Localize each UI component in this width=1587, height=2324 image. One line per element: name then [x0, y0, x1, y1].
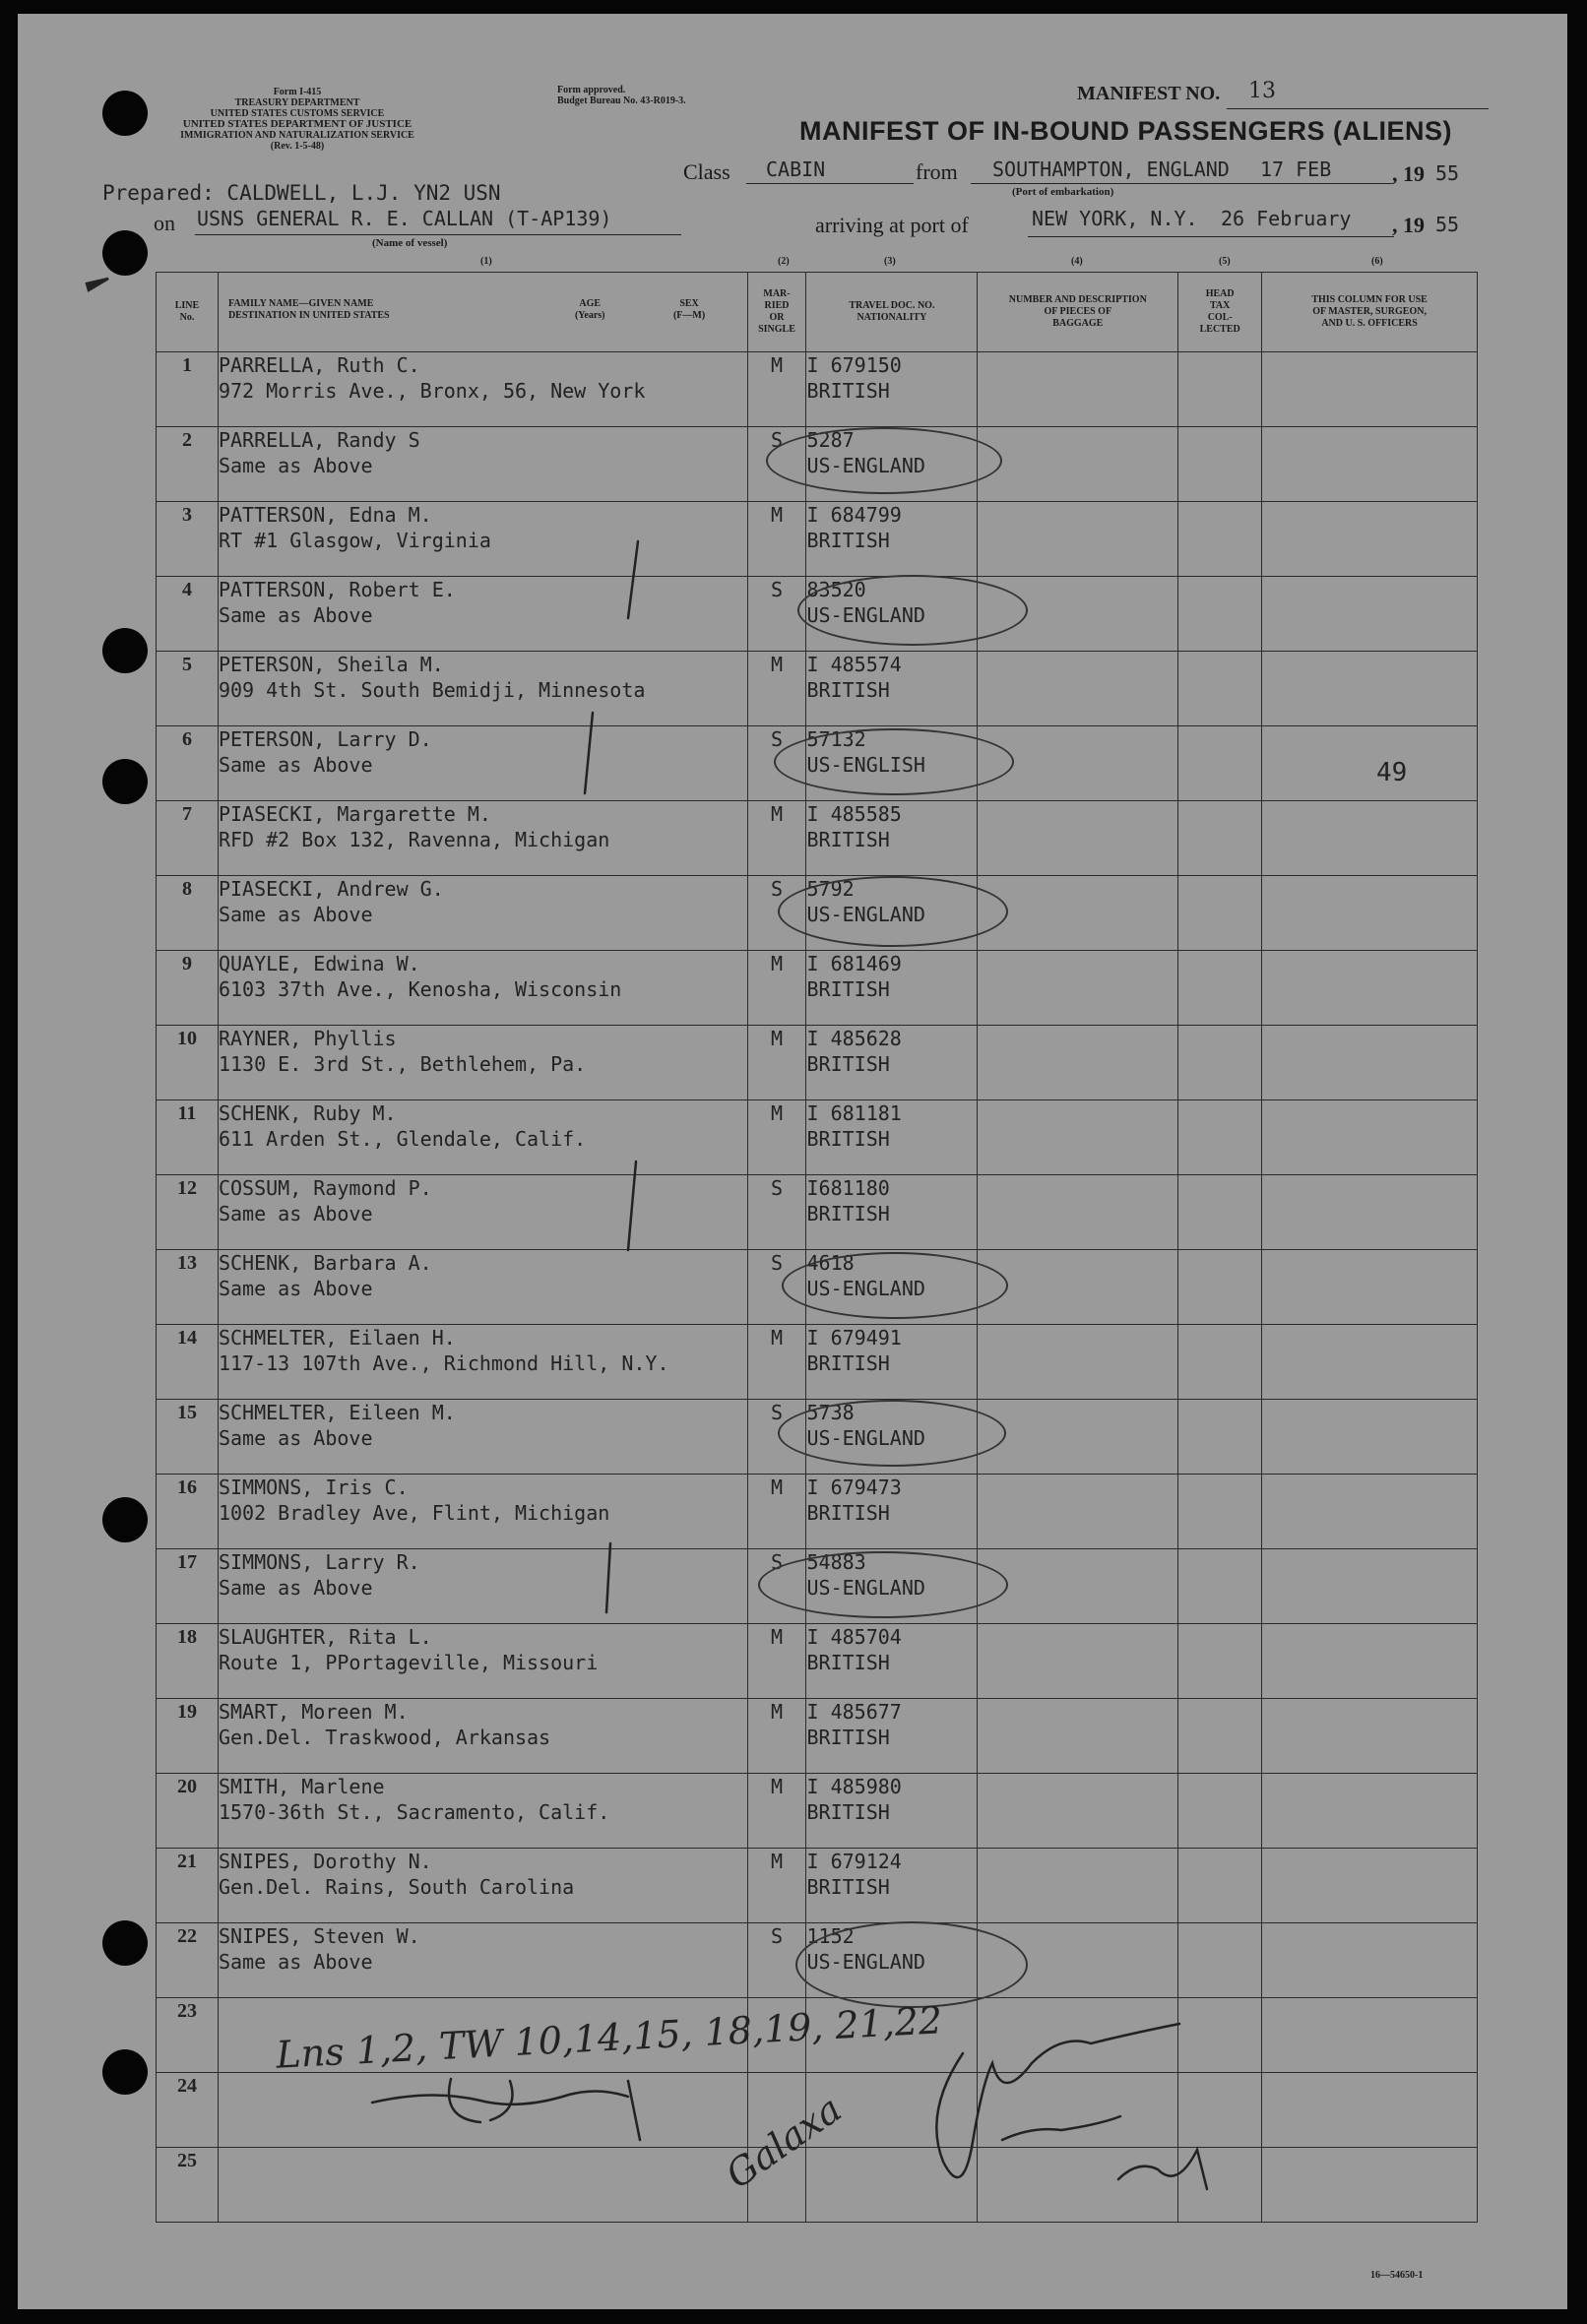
travel-doc-number: 83520 [806, 578, 866, 601]
line-number: 2 [181, 429, 192, 451]
travel-doc-number: 4618 [806, 1251, 855, 1275]
travel-doc-number: I 679473 [806, 1476, 902, 1499]
year-prefix-1: , 19 [1392, 161, 1425, 186]
passenger-destination: 611 Arden St., Glendale, Calif. [218, 1127, 587, 1151]
passenger-destination: RT #1 Glasgow, Virginia [218, 529, 491, 552]
marital-status: M [770, 1027, 784, 1050]
marital-status: S [770, 1924, 784, 1948]
travel-doc-number: I 485980 [806, 1775, 902, 1798]
passenger-destination: Gen.Del. Rains, South Carolina [218, 1875, 575, 1899]
marital-status: S [770, 877, 784, 901]
line-number: 16 [176, 1476, 197, 1498]
marital-status: S [770, 1550, 784, 1574]
col-num-3: (3) [884, 256, 896, 267]
col-name-label: FAMILY NAME—GIVEN NAME DESTINATION IN UNITED STATES [227, 298, 390, 321]
nationality: BRITISH [806, 1726, 890, 1749]
marital-status: M [770, 653, 784, 676]
line-number: 11 [177, 1102, 197, 1124]
nationality: US-ENGLAND [806, 903, 925, 926]
signature-2 [936, 2024, 1207, 2189]
passenger-name: PIASECKI, Margarette M. [218, 802, 491, 826]
marital-status: M [770, 952, 784, 975]
col-head-tax: HEAD TAX COL- LECTED [1178, 273, 1262, 352]
passenger-name: PETERSON, Larry D. [218, 727, 432, 751]
passenger-destination: Gen.Del. Traskwood, Arkansas [218, 1726, 551, 1749]
passenger-destination: Same as Above [218, 753, 373, 777]
passenger-destination: Same as Above [218, 1426, 373, 1450]
passenger-name: SLAUGHTER, Rita L. [218, 1625, 432, 1649]
col-num-1: (1) [480, 256, 492, 267]
passenger-name: PATTERSON, Robert E. [218, 578, 456, 601]
nationality: US-ENGLAND [806, 1277, 925, 1300]
prepared-by: Prepared: CALDWELL, L.J. YN2 USN [102, 181, 501, 205]
passenger-name: PARRELLA, Randy S [218, 428, 420, 452]
travel-doc-number: 5738 [806, 1401, 855, 1424]
class-value: CABIN [766, 157, 826, 181]
footer-code: 16—54650-1 [1370, 2270, 1424, 2281]
line-number: 12 [176, 1177, 197, 1199]
line-number: 3 [181, 504, 192, 526]
line-number: 19 [176, 1701, 197, 1723]
arriving-label: arriving at port of [815, 213, 969, 237]
travel-doc-number: 5792 [806, 877, 855, 901]
marital-status: S [770, 1251, 784, 1275]
passenger-name: SIMMONS, Larry R. [218, 1550, 420, 1574]
year-prefix-2: , 19 [1392, 213, 1425, 237]
travel-doc-number: I 485677 [806, 1700, 902, 1724]
line-number: 25 [176, 2150, 197, 2171]
line-number: 5 [181, 654, 192, 675]
travel-doc-number: I 681469 [806, 952, 902, 975]
marital-status: S [770, 1401, 784, 1424]
budget-bureau: Budget Bureau No. 43-R019-3. [557, 95, 686, 106]
nationality: BRITISH [806, 1052, 890, 1076]
ins-service: IMMIGRATION AND NATURALIZATION SERVICE [180, 130, 414, 141]
line-number: 24 [176, 2075, 197, 2097]
line-number: 7 [181, 803, 192, 825]
passenger-name: PARRELLA, Ruth C. [218, 353, 420, 377]
class-label: Class [683, 159, 730, 184]
nationality: US-ENGLAND [806, 1950, 925, 1974]
nationality: US-ENGLAND [806, 454, 925, 477]
passenger-destination: 117-13 107th Ave., Richmond Hill, N.Y. [218, 1351, 669, 1375]
arrival-date: 26 February [1221, 207, 1352, 230]
marital-status: S [770, 727, 784, 751]
line-number: 22 [176, 1925, 197, 1947]
nationality: BRITISH [806, 1800, 890, 1824]
passenger-destination: 6103 37th Ave., Kenosha, Wisconsin [218, 977, 622, 1001]
line-number: 6 [181, 728, 192, 750]
col-sex-label: SEX (F—M) [672, 298, 706, 321]
nationality: BRITISH [806, 1202, 890, 1225]
passenger-destination: Same as Above [218, 1950, 373, 1974]
line-number: 13 [176, 1252, 197, 1274]
passenger-name: SIMMONS, Iris C. [218, 1476, 409, 1499]
form-revision: (Rev. 1-5-48) [270, 141, 325, 152]
col-travel-doc: TRAVEL DOC. NO. NATIONALITY [806, 273, 978, 352]
embarkation-note: (Port of embarkation) [1012, 186, 1114, 198]
embarkation-date: 17 FEB [1260, 157, 1332, 181]
marital-status: M [770, 1625, 784, 1649]
nationality: BRITISH [806, 1501, 890, 1525]
marital-status: M [770, 1775, 784, 1798]
passenger-destination: Same as Above [218, 903, 373, 926]
page-title: MANIFEST OF IN-BOUND PASSENGERS (ALIENS) [799, 116, 1453, 146]
passenger-name: SNIPES, Dorothy N. [218, 1850, 432, 1873]
col-num-5: (5) [1219, 256, 1231, 267]
manifest-sheet [18, 14, 1567, 2309]
nationality: US-ENGLAND [806, 603, 925, 627]
travel-doc-number: I 684799 [806, 503, 902, 527]
passenger-name: SMART, Moreen M. [218, 1700, 409, 1724]
passenger-name: SCHMELTER, Eileen M. [218, 1401, 456, 1424]
nationality: BRITISH [806, 977, 890, 1001]
customs-service: UNITED STATES CUSTOMS SERVICE [210, 108, 385, 119]
passenger-name: RAYNER, Phyllis [218, 1027, 397, 1050]
nationality: BRITISH [806, 828, 890, 851]
travel-doc-number: I 679124 [806, 1850, 902, 1873]
vessel-note: (Name of vessel) [372, 237, 448, 249]
col-num-6: (6) [1371, 256, 1383, 267]
passenger-destination: 1570-36th St., Sacramento, Calif. [218, 1800, 610, 1824]
line-number: 21 [176, 1851, 197, 1872]
travel-doc-number: I 679150 [806, 353, 902, 377]
form-approved: Form approved. [557, 85, 626, 95]
ink-marks [18, 14, 1567, 2309]
passenger-destination: 972 Morris Ave., Bronx, 56, New York [218, 379, 646, 403]
passenger-destination: RFD #2 Box 132, Ravenna, Michigan [218, 828, 610, 851]
line-number: 1 [181, 354, 192, 376]
treasury-dept: TREASURY DEPARTMENT [234, 97, 360, 108]
handwritten-line-list: Lns 1,2, TW 10,14,15, 18,19, 21,22 [275, 1998, 944, 2077]
passenger-destination: Same as Above [218, 603, 373, 627]
col-officers: THIS COLUMN FOR USE OF MASTER, SURGEON, AND U. S. OFFICERS [1262, 273, 1478, 352]
col-married: MAR- RIED OR SINGLE [747, 273, 806, 352]
marital-status: M [770, 802, 784, 826]
marital-status: M [770, 1101, 784, 1125]
nationality: BRITISH [806, 1351, 890, 1375]
passenger-name: PIASECKI, Andrew G. [218, 877, 444, 901]
travel-doc-number: I 485585 [806, 802, 902, 826]
travel-doc-number: 5287 [806, 428, 855, 452]
passenger-destination: Same as Above [218, 1277, 373, 1300]
nationality: BRITISH [806, 379, 890, 403]
passenger-destination: Same as Above [218, 1202, 373, 1225]
passenger-destination: Same as Above [218, 1576, 373, 1600]
signature-1 [372, 2079, 640, 2140]
line-number: 20 [176, 1776, 197, 1797]
nationality: BRITISH [806, 1127, 890, 1151]
passenger-destination: 1002 Bradley Ave, Flint, Michigan [218, 1501, 610, 1525]
line-number: 4 [181, 579, 192, 600]
nationality: BRITISH [806, 1875, 890, 1899]
nationality: US-ENGLISH [806, 753, 925, 777]
year-2: 55 [1435, 213, 1460, 236]
line-number: 17 [176, 1551, 197, 1573]
travel-doc-number: I 681181 [806, 1101, 902, 1125]
travel-doc-number: I 679491 [806, 1326, 902, 1350]
passenger-name: SMITH, Marlene [218, 1775, 385, 1798]
marital-status: M [770, 1476, 784, 1499]
travel-doc-number: 54883 [806, 1550, 866, 1574]
marital-status: S [770, 578, 784, 601]
travel-doc-number: I 485574 [806, 653, 902, 676]
nationality: BRITISH [806, 678, 890, 702]
col-num-4: (4) [1071, 256, 1083, 267]
arrival-port: NEW YORK, N.Y. [1032, 207, 1198, 230]
nationality: US-ENGLAND [806, 1576, 925, 1600]
manifest-number: 13 [1248, 79, 1276, 103]
travel-doc-number: I 485628 [806, 1027, 902, 1050]
passenger-name: SCHMELTER, Eilaen H. [218, 1326, 456, 1350]
justice-dept: UNITED STATES DEPARTMENT OF JUSTICE [182, 118, 413, 130]
col-baggage: NUMBER AND DESCRIPTION OF PIECES OF BAGGAGE [978, 273, 1178, 352]
marital-status: M [770, 1700, 784, 1724]
col-age-label: AGE (Years) [574, 298, 605, 321]
from-label: from [916, 159, 958, 184]
passenger-name: SCHENK, Barbara A. [218, 1251, 432, 1275]
travel-doc-number: I 485704 [806, 1625, 902, 1649]
passenger-name: PETERSON, Sheila M. [218, 653, 444, 676]
line-number: 14 [176, 1327, 197, 1349]
marital-status: M [770, 503, 784, 527]
passenger-name: SNIPES, Steven W. [218, 1924, 420, 1948]
marital-status: M [770, 353, 784, 377]
travel-doc-number: I681180 [806, 1176, 890, 1200]
passenger-name: QUAYLE, Edwina W. [218, 952, 420, 975]
vessel-name: USNS GENERAL R. E. CALLAN (T-AP139) [197, 207, 612, 230]
line-number: 9 [181, 953, 192, 974]
line-number: 8 [181, 878, 192, 900]
travel-doc-number: 1152 [806, 1924, 855, 1948]
col-num-2: (2) [778, 256, 790, 267]
handwritten-word: Galaxa [718, 2087, 850, 2197]
stray-number: 49 [1376, 758, 1408, 787]
passenger-name: PATTERSON, Edna M. [218, 503, 432, 527]
marital-status: M [770, 1326, 784, 1350]
line-number: 15 [176, 1402, 197, 1423]
passenger-destination: 1130 E. 3rd St., Bethlehem, Pa. [218, 1052, 587, 1076]
arrow-mark [87, 279, 108, 290]
on-label: on [154, 211, 175, 235]
line-number: 10 [176, 1028, 197, 1049]
line-number: 23 [176, 2000, 197, 2022]
passenger-destination: 909 4th St. South Bemidji, Minnesota [218, 678, 646, 702]
marital-status: S [770, 1176, 784, 1200]
line-number: 18 [176, 1626, 197, 1648]
col-line: LINE No. [157, 273, 219, 352]
passenger-name: COSSUM, Raymond P. [218, 1176, 432, 1200]
travel-doc-number: 57132 [806, 727, 866, 751]
year-1: 55 [1435, 161, 1460, 185]
nationality: BRITISH [806, 1651, 890, 1674]
marital-status: S [770, 428, 784, 452]
marital-status: M [770, 1850, 784, 1873]
nationality: US-ENGLAND [806, 1426, 925, 1450]
form-number: Form I-415 [273, 87, 322, 97]
embarkation-port: SOUTHAMPTON, ENGLAND [992, 157, 1230, 181]
nationality: BRITISH [806, 529, 890, 552]
passenger-destination: Same as Above [218, 454, 373, 477]
passenger-destination: Route 1, PPortageville, Missouri [218, 1651, 599, 1674]
manifest-label: MANIFEST NO. [1077, 83, 1221, 104]
passenger-name: SCHENK, Ruby M. [218, 1101, 397, 1125]
